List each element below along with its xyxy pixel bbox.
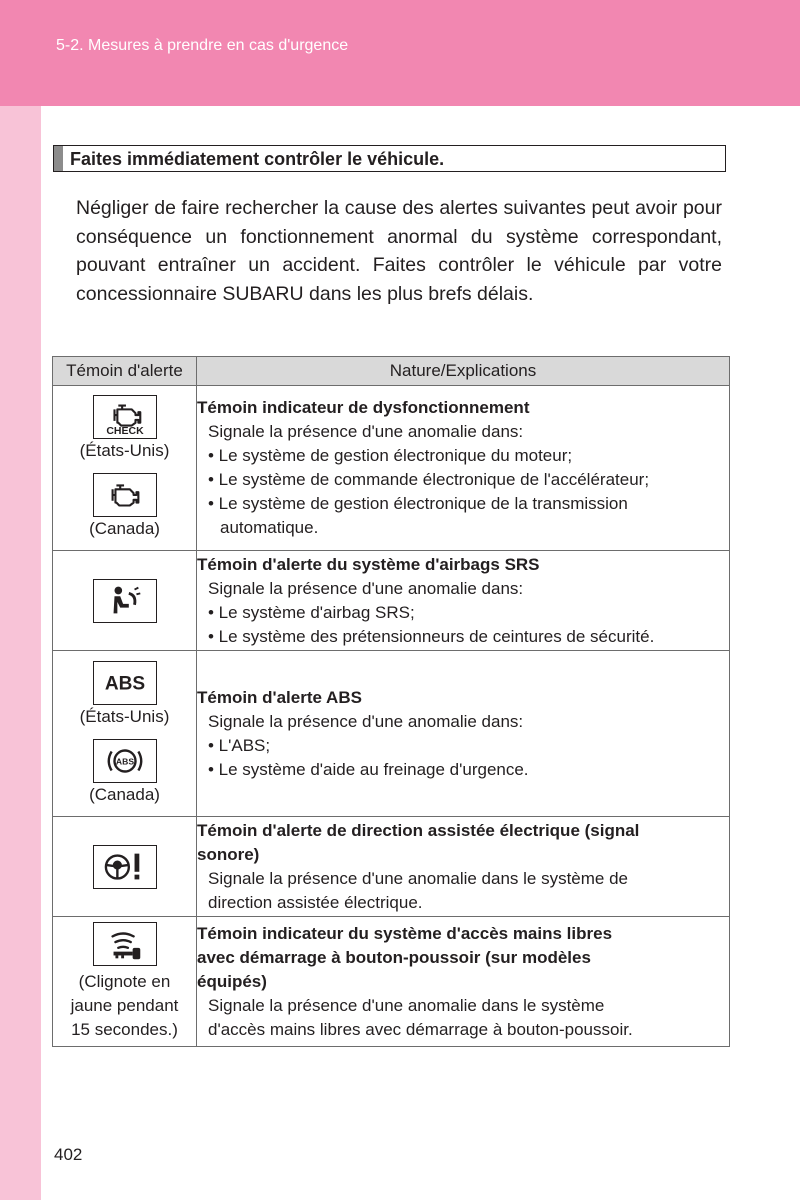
bullet-item: • Le système de commande électronique de l'accélérateur;: [208, 470, 650, 489]
table-row: [53, 917, 730, 1047]
table-row: [53, 817, 730, 917]
bullet-item: • Le système d'aide au freinage d'urgence.: [208, 759, 529, 779]
abs-circle-icon: [93, 739, 157, 783]
power-steering-icon: [93, 845, 157, 889]
table-row: [53, 551, 730, 651]
explanation-cell: [197, 651, 730, 817]
table-row: [53, 651, 730, 817]
warning-light-cell: [53, 551, 197, 651]
row-body-line: d'accès mains libres avec démarrage à bouton-poussoir.: [208, 1019, 633, 1039]
row-body-line: direction assistée électrique.: [208, 892, 423, 912]
row-body-line: Signale la présence d'une anomalie dans le système: [208, 995, 605, 1015]
row-title-line: équipés): [197, 971, 267, 991]
row-title: Témoin d'alerte du système d'airbags SRS: [197, 554, 540, 574]
section-heading-box: [53, 145, 726, 172]
icon-caption-line: jaune pendant: [70, 995, 179, 1015]
intro-paragraph: Négliger de faire rechercher la cause des alertes suivantes peut avoir pour conséquence un fonctionnement anormal du système correspondant, pouvant entraîner un accident. Faites contrôler le véhicule par votre concessionnaire SUBARU dans les plus brefs délais.: [76, 197, 722, 305]
row-title: Témoin d'alerte ABS: [197, 687, 362, 707]
icon-caption-line: 15 secondes.): [71, 1019, 178, 1039]
row-intro: Signale la présence d'une anomalie dans:: [208, 711, 524, 731]
check-engine-icon: [93, 395, 157, 439]
running-header: 5-2. Mesures à prendre en cas d'urgence: [56, 37, 349, 54]
table-header-row: [53, 357, 730, 386]
bullet-item: • Le système de gestion électronique de la transmission: [208, 494, 628, 513]
check-label: CHECK: [105, 425, 144, 438]
bullet-item: • Le système des prétensionneurs de ceintures de sécurité.: [208, 626, 655, 646]
abs-text-icon: [93, 661, 157, 705]
side-strip: [0, 106, 41, 1200]
warning-light-cell: [53, 817, 197, 917]
icon-caption-us: (États-Unis): [79, 706, 170, 726]
explanation-cell: [197, 917, 730, 1047]
warning-light-cell: [53, 917, 197, 1047]
icon-caption-line: (Clignote en: [78, 971, 171, 991]
row-body-line: Signale la présence d'une anomalie dans le système de: [208, 868, 629, 888]
engine-icon: [93, 473, 157, 517]
explanation-cell: [197, 386, 730, 551]
icon-caption-canada: (Canada): [89, 784, 160, 804]
row-intro: Signale la présence d'une anomalie dans:: [208, 578, 524, 598]
row-title-line: avec démarrage à bouton-poussoir (sur modèles: [197, 947, 591, 967]
icon-caption-us: (États-Unis): [79, 441, 170, 460]
warning-lights-table: [52, 356, 730, 1047]
page-number: 402: [54, 1145, 83, 1164]
column-header-warning-light: Témoin d'alerte: [53, 357, 197, 386]
bullet-item: • Le système d'airbag SRS;: [208, 602, 415, 622]
bullet-item: • Le système de gestion électronique du moteur;: [208, 446, 573, 465]
section-heading-bar: [54, 146, 63, 171]
abs-label: ABS: [104, 673, 145, 695]
warning-light-cell: [53, 651, 197, 817]
row-title-line: sonore): [197, 844, 260, 864]
bullet-item: • L'ABS;: [208, 735, 271, 755]
explanation-cell: [197, 817, 730, 917]
abs-circle-label: ABS: [115, 755, 134, 766]
row-title: Témoin indicateur de dysfonctionnement: [197, 398, 530, 417]
explanation-cell: [197, 551, 730, 651]
row-intro: Signale la présence d'une anomalie dans:: [208, 422, 524, 441]
column-header-explanations: Nature/Explications: [197, 357, 730, 386]
warning-light-cell: [53, 386, 197, 551]
airbag-icon: [93, 579, 157, 623]
table-row: [53, 386, 730, 551]
row-title-line: Témoin d'alerte de direction assistée électrique (signal: [197, 820, 640, 840]
bullet-continuation: automatique.: [220, 518, 319, 537]
smart-key-icon: [93, 922, 157, 966]
section-heading: Faites immédiatement contrôler le véhicule.: [70, 149, 445, 169]
icon-caption-canada: (Canada): [89, 519, 160, 538]
row-title-line: Témoin indicateur du système d'accès mains libres: [197, 923, 613, 943]
